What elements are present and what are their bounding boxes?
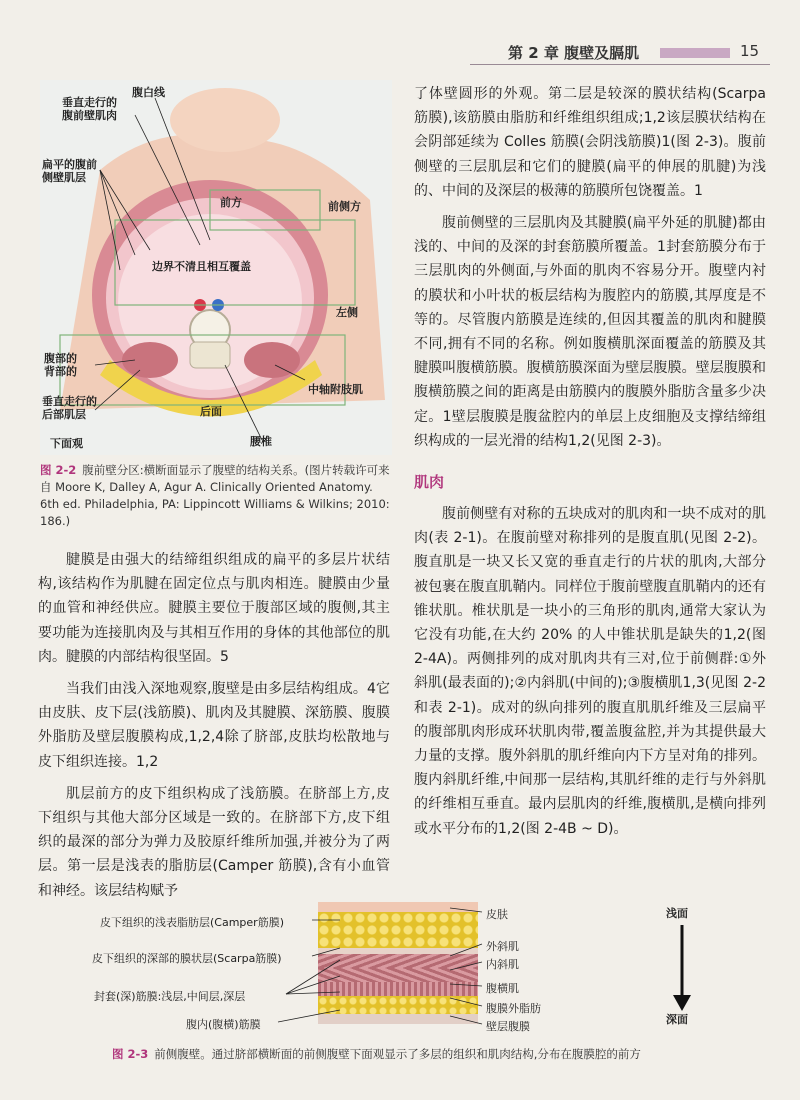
label-internal-oblique: 内斜肌: [486, 958, 519, 971]
label-parietal: 壁层腹膜: [486, 1020, 530, 1033]
label-left: 左侧: [336, 306, 358, 319]
figure-2-2: [40, 80, 392, 455]
label-back: 后面: [200, 405, 222, 418]
label-external-oblique: 外斜肌: [486, 940, 519, 953]
label-camper: 皮下组织的浅表脂肪层(Camper筋膜): [100, 916, 284, 929]
left-column: [38, 548, 390, 903]
down-arrow-icon: [662, 923, 702, 1013]
label-anterolateral: 前侧方: [328, 200, 361, 213]
page-number: 15: [740, 42, 760, 60]
label-superficial: 浅面: [666, 907, 688, 920]
label-inferior-view: 下面观: [50, 437, 83, 450]
caption-text: 腹前壁分区:横断面显示了腹壁的结构关系。(图片转载许可来自 Moore K, Dalley A, Agur A. Clinically Oriented Anatomy. 6th ed. Philadelphia, PA: Lippincott Williams & Wilkins; 2010: 186.): [40, 463, 390, 528]
caption-label: 图 2-2: [40, 463, 77, 477]
paragraph: 腹前侧壁有对称的五块成对的肌肉和一块不成对的肌肉(表 2-1)。在腹前壁对称排列的是腹直肌(见图 2-2)。腹直肌是一块又长又宽的垂直走行的片状的肌肉,大部分被包裹在腹直肌鞘内。同样位于腹前壁腹直肌鞘内的还有锥状肌。椎状肌是一块小的三角形的肌肉,通常大家认为它没有功能,在大约 20% 的人中锥状肌是缺失的1,2(图 2-4A)。两侧排列的成对肌肉共有三对,位于前侧群:①外斜肌(最表面的);②内斜肌(中间的);③腹横肌1,3(见图 2-2 和表 2-1)。成对的纵向排列的腹直肌肌纤维及三层扁平的腹部肌肉形成环状肌肉带,覆盖腹盆腔,并为其提供最大力量的支撑。腹外斜肌的肌纤维向内下方呈对角的排列。腹内斜肌纤维,中间那一层结构,其肌纤维的走行与外斜肌的纤维相互垂直。最内层肌肉的纤维,腹横肌,是横向排列或水平分布的1,2(图 2-4B ~ D)。: [414, 506, 766, 837]
header-color-bar: [660, 48, 730, 58]
header-rule: [470, 64, 770, 65]
paragraph: 了体壁圆形的外观。第二层是较深的膜状结构(Scarpa 筋膜),该筋膜由脂肪和纤维组织组成;1,2该层膜状结构在会阴部延续为 Colles 筋膜(会阴浅筋膜)1(图 2-3)。腹前侧壁的三层肌层和它们的腱膜(扁平的伸展的肌腱)为浅的、中间的及深层的极薄的筋膜所包饶覆盖。1: [414, 86, 766, 199]
label-transversalis: 腹内(腹横)筋膜: [186, 1018, 261, 1031]
page-header: [470, 38, 770, 66]
label-transversus: 腹横肌: [486, 982, 519, 995]
depth-arrow: [662, 905, 702, 1025]
chapter-title: 第 2 章 腹壁及膈肌: [508, 44, 640, 62]
paragraph: 腱膜是由强大的结缔组织组成的扁平的多层片状结构,该结构作为肌腱在固定位点与肌肉相连。腱膜由少量的血管和神经供应。腱膜主要位于腹部区域的腹侧,其主要功能为连接肌肉及与其相互作用的身体的其他部位的肌肉。腱膜的内部结构很坚固。5: [38, 552, 390, 665]
right-column: [414, 82, 766, 841]
figure-2-2-caption: [40, 462, 392, 530]
label-posterior-layer: 垂直走行的 后部肌层: [42, 395, 97, 421]
caption-label: 图 2-3: [112, 1047, 149, 1061]
label-skin: 皮肤: [486, 908, 508, 921]
label-front: 前方: [220, 196, 242, 209]
paragraph: 肌层前方的皮下组织构成了浅筋膜。在脐部上方,皮下组织与其他大部分区域是一致的。在脐部下方,皮下组织的最深的部分为弹力及胶原纤维所加强,并被分为了两层。第一层是浅表的脂肪层(Camper 筋膜),含有小血管和神经。该层结构赋予: [38, 785, 390, 899]
label-vertical-muscle: 垂直走行的 腹前壁肌肉: [62, 96, 117, 122]
label-investing: 封套(深)筋膜:浅层,中间层,深层: [94, 990, 246, 1003]
label-linea-alba: 腹白线: [132, 86, 165, 99]
section-heading: 肌肉: [414, 473, 445, 492]
figure-2-3-caption: [112, 1046, 732, 1063]
figure-2-3: [92, 898, 720, 1033]
label-deep: 深面: [666, 1013, 688, 1026]
label-extraperitoneal: 腹膜外脂肪: [486, 1002, 541, 1015]
paragraph: 腹前侧壁的三层肌肉及其腱膜(扁平外延的肌腱)都由浅的、中间的及深的封套筋膜所覆盖。1封套筋膜分布于三层肌肉的外侧面,与外面的肌肉不容易分开。腹壁内衬的膜状和小叶状的板层结构为腹腔内的筋膜,其厚度是不等的。尽管腹内筋膜是连续的,但因其覆盖的肌肉和腱膜不同,拥有不同的名称。例如腹横肌深面覆盖的筋膜及其腱膜叫腹横筋膜。腹横筋膜深面为壁层腹膜。壁层腹膜和腹横筋膜之间的距离是由筋膜内的腹膜外脂肪含量多少决定。1壁层腹膜是腹盆腔内的单层上皮细胞及支撑结缔组织构成的一层光滑的结构1,2(见图 2-3)。: [414, 215, 766, 449]
label-flat-layers: 扁平的腹前 侧壁肌层: [42, 158, 97, 184]
label-back-muscles: 腹部的 背部的: [44, 352, 77, 378]
label-scarpa: 皮下组织的深部的膜状层(Scarpa筋膜): [92, 952, 282, 965]
label-spine: 腰椎: [250, 435, 272, 448]
paragraph: 当我们由浅入深地观察,腹壁是由多层结构组成。4它由皮肤、皮下层(浅筋膜)、肌肉及其腱膜、深筋膜、腹膜外脂肪及壁层腹膜构成,1,2,4除了脐部,皮肤均松散地与皮下组织连接。1,2: [38, 681, 390, 770]
caption-text: 前侧腹壁。通过脐部横断面的前侧腹壁下面观显示了多层的组织和肌肉结构,分布在腹膜腔的前方: [154, 1047, 641, 1061]
label-axial: 中轴附肢肌: [308, 383, 363, 396]
label-indistinct: 边界不清且相互覆盖: [152, 260, 251, 273]
